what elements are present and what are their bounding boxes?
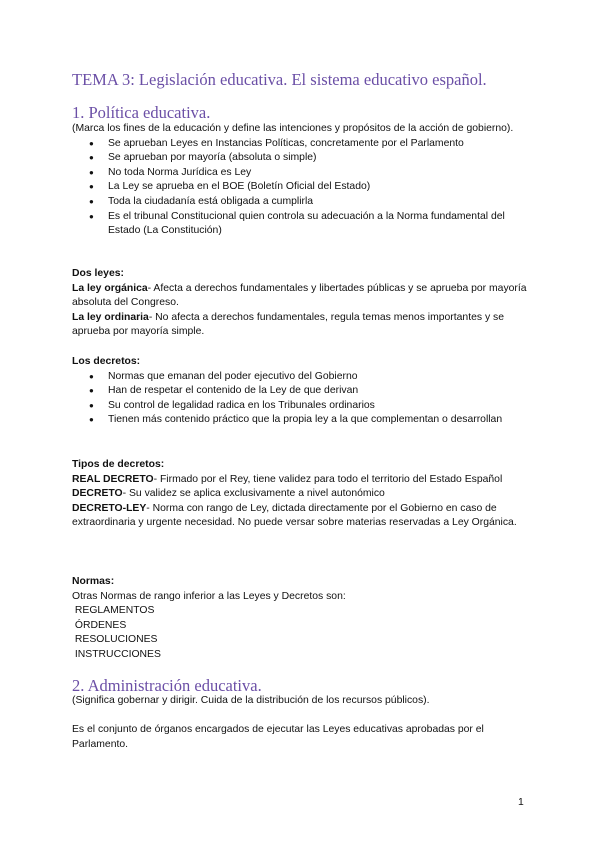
administracion-section xyxy=(72,694,532,752)
administracion-intro: (Significa gobernar y dirigir. Cuida de la distribución de los recursos públicos). xyxy=(72,695,430,706)
section-heading-administracion: 2. Administración educativa. xyxy=(72,676,262,695)
real-decreto-text: - Firmado por el Rey, tiene validez para todo el territorio del Estado Español xyxy=(153,473,503,485)
list-item: RESOLUCIONES xyxy=(72,634,158,646)
ley-ordinaria-label: La ley ordinaria xyxy=(72,311,149,323)
list-item: ● Han de respetar el contenido de la Ley de que derivan xyxy=(72,384,532,399)
decretos-heading: Los decretos: xyxy=(72,356,141,367)
administracion-paragraph: Es el conjunto de órganos encargados de ejecutar las Leyes educativas aprobadas por el Parlamento. xyxy=(72,724,484,750)
list-item: REGLAMENTOS xyxy=(72,605,155,617)
list-item: ● Toda la ciudadanía está obligada a cumplirla xyxy=(72,195,532,210)
real-decreto-paragraph xyxy=(72,473,532,488)
ley-organica-label: La ley orgánica xyxy=(72,282,148,294)
list-item: ● Es el tribunal Constitucional quien controla su adecuación a la Norma fundamental del Estado (La Constitución) xyxy=(72,210,532,239)
decreto-paragraph xyxy=(72,487,532,502)
section-heading-politica: 1. Política educativa. xyxy=(72,103,211,122)
normas-section xyxy=(72,575,532,663)
decreto-ley-label: DECRETO-LEY xyxy=(72,502,147,514)
decreto-text: - Su validez se aplica exclusivamente a nivel autonómico xyxy=(122,488,385,500)
ley-ordinaria-paragraph xyxy=(72,311,532,340)
list-item: ● No toda Norma Jurídica es Ley xyxy=(72,166,532,181)
page-number: 1 xyxy=(518,797,524,808)
normas-heading: Normas: xyxy=(72,576,115,587)
list-item: ÓRDENES xyxy=(72,619,127,631)
politica-section xyxy=(72,122,532,239)
ley-organica-paragraph xyxy=(72,282,532,311)
politica-bullet-list xyxy=(72,137,532,239)
decreto-ley-paragraph xyxy=(72,502,532,531)
ley-ordinaria-text: - No afecta a derechos fundamentales, regula temas menos importantes y se aprueba por mayoría simple. xyxy=(72,311,505,338)
list-item: ● Se aprueban por mayoría (absoluta o simple) xyxy=(72,151,532,166)
decreto-label: DECRETO xyxy=(72,488,123,500)
document-title: TEMA 3: Legislación educativa. El sistema educativo español. xyxy=(72,70,487,89)
dos-leyes-section xyxy=(72,267,532,340)
list-item: ● La Ley se aprueba en el BOE (Boletín Oficial del Estado) xyxy=(72,180,532,195)
real-decreto-label: REAL DECRETO xyxy=(72,473,154,485)
list-item: ● Normas que emanan del poder ejecutivo del Gobierno xyxy=(72,370,532,385)
decretos-section xyxy=(72,355,532,428)
ley-organica-text: - Afecta a derechos fundamentales y libertades públicas y se aprueba por mayoría absoluta del Congreso. xyxy=(72,282,527,309)
dos-leyes-heading: Dos leyes: xyxy=(72,268,124,279)
tipos-decretos-heading: Tipos de decretos: xyxy=(72,459,165,470)
politica-intro: (Marca los fines de la educación y define las intenciones y propósitos de la acción de gobierno). xyxy=(72,123,514,134)
tipos-decretos-section xyxy=(72,458,532,531)
decreto-ley-text: - Norma con rango de Ley, dictada directamente por el Gobierno en caso de extraordinaria y urgente necesidad. No puede versar sobre materias reservadas a Ley Orgánica. xyxy=(72,502,517,529)
list-item: ● Su control de legalidad radica en los Tribunales ordinarios xyxy=(72,399,532,414)
list-item: ● Tienen más contenido práctico que la propia ley a la que complementan o desarrollan xyxy=(72,413,532,428)
decretos-bullet-list xyxy=(72,370,532,428)
list-item: ● Se aprueban Leyes en Instancias Políticas, concretamente por el Parlamento xyxy=(72,137,532,152)
list-item: INSTRUCCIONES xyxy=(72,648,161,660)
normas-intro: Otras Normas de rango inferior a las Leyes y Decretos son: xyxy=(72,590,346,602)
